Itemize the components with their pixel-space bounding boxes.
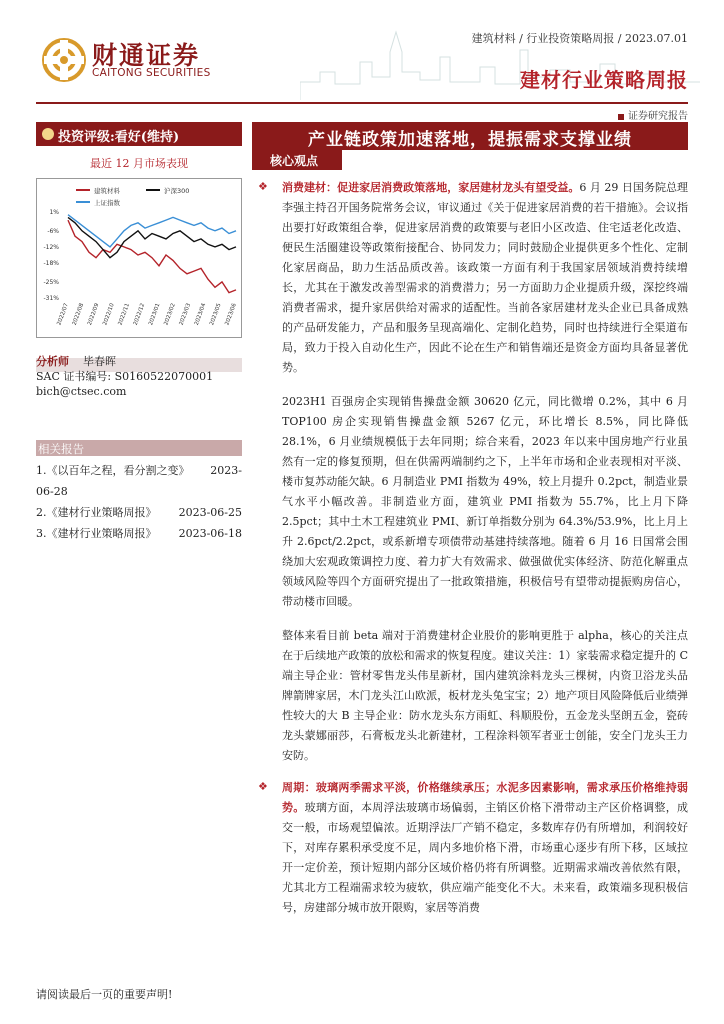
analyst-label: 分析师 — [36, 355, 69, 368]
logo-chinese-name: 财通证券 — [92, 41, 201, 70]
x-tick-label: 2023/02 — [163, 302, 177, 327]
related-report-item[interactable]: 3.《建材行业策略周报》 2023-06-18 — [36, 527, 242, 540]
logo-english-name: CAITONG SECURITIES — [92, 67, 211, 79]
caitong-logo-icon — [42, 38, 86, 82]
legend-label: 沪深300 — [164, 187, 190, 195]
related-report-item[interactable]: 2.《建材行业策略周报》 2023-06-25 — [36, 506, 242, 519]
report-series-title: 建材行业策略周报 — [520, 68, 688, 92]
analyst-info — [36, 354, 242, 399]
paragraph-market-data: 2023H1 百强房企实现销售操盘金额 30620 亿元，同比微增 0.2%，其中 6 月 TOP100 房企实现销售操盘金额 5267 亿元，环比增长 8.5%，同比降低 28.1%，6 月业绩规模低于去年同期；综合来看，2023 年以来中国房地产行业虽然有一定的修复预期，但在供需两端制约之下，上半年市场和企业表现相对平淡、楼市复苏动能欠缺。6 月制造业 PMI 指数为 49%，较上月提升 0.2pct，制造业景气水平小幅改善。非制造业方面，建筑业 PMI 指数为 55.7%，比上月下降 2.5pct；其中土木工程建筑业 PMI、新订单指数分别为 64.3%/53.9%，比上月上升 2.6pct/2.2pct，或系新增专项债带动基建持续落地。随着 6 月 16 日国常会围绕加大宏观政策调控力度、着力扩大有效需求、做强做优实体经济、防范化解重点领域风险等四个方面研究提出了一批政策措施，积极信号有望带动提振购房信心，带动楼市回暖。 — [282, 395, 688, 608]
diamond-bullet-icon: ❖ — [258, 180, 268, 193]
report-meta: 建筑材料 / 行业投资策略周报 / 2023.07.01 — [471, 32, 688, 45]
square-icon — [618, 114, 624, 120]
x-tick-label: 2023/05 — [209, 302, 223, 327]
related-reports-list — [36, 460, 242, 544]
x-tick-label: 2022/09 — [86, 302, 101, 327]
x-tick-label: 2023/06 — [224, 302, 238, 327]
y-tick-label: -31% — [43, 295, 59, 302]
y-tick-label: 1% — [49, 209, 59, 216]
main-title: 产业链政策加速落地，提振需求支撑业绩 — [252, 122, 688, 150]
x-tick-label: 2023/01 — [148, 302, 162, 327]
related-report-item[interactable]: 1.《以百年之程，看分割之变》 2023- — [36, 464, 242, 477]
paragraph-cyclical: 周期：玻璃两季需求平淡，价格继续承压；水泥多因素影响，需求承压价格维持弱势。玻璃方面，本周浮法玻璃市场偏弱，主销区价格下滑带动主产区价格调整，成交一般，市场观望偏浓。近期浮法厂产销不稳定，多数库存仍有所增加，利润较好下，对库存累积承受度不足，周内多地价格下滑，市场重心逐步有所下移，区域拉开一定价差，预计短期内部分区域价格仍将有所调整。近期需求端改善依然有限，尤其北方工程端需求较为疲软，供应端产能变化不大。未来看，政策端多现积极信号，房建部分城市放开限购，家居等消费 — [282, 781, 689, 914]
y-tick-label: -6% — [47, 227, 59, 235]
report-type: 证券研究报告 — [618, 107, 688, 122]
sac-number: SAC 证书编号: S0160522070001 — [36, 370, 214, 383]
header-divider — [36, 102, 688, 104]
x-tick-label: 2022/10 — [102, 302, 116, 327]
x-tick-label: 2022/11 — [117, 302, 131, 327]
performance-chart — [36, 178, 242, 338]
y-tick-label: -25% — [43, 278, 59, 286]
footer-disclaimer: 请阅读最后一页的重要声明! — [36, 988, 173, 1001]
analyst-name: 毕春晖 — [83, 355, 116, 368]
rating-badge-icon — [42, 128, 54, 140]
y-tick-label: -18% — [43, 260, 59, 268]
legend-label: 建筑材料 — [94, 187, 120, 195]
x-tick-label: 2022/07 — [56, 302, 70, 327]
diamond-bullet-icon: ❖ — [258, 780, 268, 793]
core-view-tab: 核心观点 — [252, 150, 342, 170]
performance-chart-title: 最近 12 月市场表现 — [90, 157, 188, 170]
paragraph-recommendations: 整体来看目前 beta 端对于消费建材企业股价的影响更胜于 alpha，核心的关注点在于后续地产政策的放松和需求的恢复程度。建议关注：1）家装需求稳定提升的 C 端主导企业：管材零售龙头伟星新材，国内建筑涂料龙头三棵树，内资卫浴龙头品牌箭牌家居，木门龙头江山欧派，板材龙头兔宝宝；2）地产项目风险降低后业绩弹性较大的大 B 主导企业：防水龙头东方雨虹、科顺股份，五金龙头坚朗五金，瓷砖龙头蒙娜丽莎，石膏板龙头北新建材，工程涂料领军者亚士创能，安全门龙头王力安防。 — [282, 629, 688, 762]
analyst-email[interactable]: bich@ctsec.com — [36, 385, 127, 398]
y-tick-label: -12% — [43, 243, 59, 251]
x-tick-label: 2023/04 — [193, 302, 208, 327]
paragraph-consumer-materials: 消费建材：促进家居消费政策落地，家居建材龙头有望受益。6 月 29 日国务院总理李强主持召开国务院常务会议，审议通过《关于促进家居消费的若干措施》。会议指出要打好政策组合拳，促进家居消费的政策要与老旧小区改造、住宅适老化改造、便民生活圈建设等政策衔接配合、协同发力；同时鼓励企业提供更多个性化、定制化家居商品，助力生活品质改善。该政策一方面有利于我国家居领域消费持续增长，尤其在于激发改善型需求的消费潜力；另一方面助力企业提质升级，深挖终端消费者需求，提升家居供给对需求的适配性。当前各家居建材龙头企业已具备成熟的产品研发能力，产品和服务呈现高端化、定制化趋势，同时也持续进行全渠道布局，致力于投入自动化生产，因此不论在生产和销售端还是资金方面均具备显著优势。 — [282, 181, 688, 374]
investment-rating: 投资评级:看好(维持) — [36, 122, 242, 146]
x-tick-label: 2022/12 — [132, 302, 147, 327]
x-tick-label: 2023/03 — [178, 302, 193, 327]
related-report-date-cont: 06-28 — [36, 485, 68, 498]
legend-label: 上证指数 — [94, 199, 120, 207]
related-reports-header: 相关报告 — [36, 440, 242, 456]
x-tick-label: 2022/08 — [71, 302, 86, 327]
